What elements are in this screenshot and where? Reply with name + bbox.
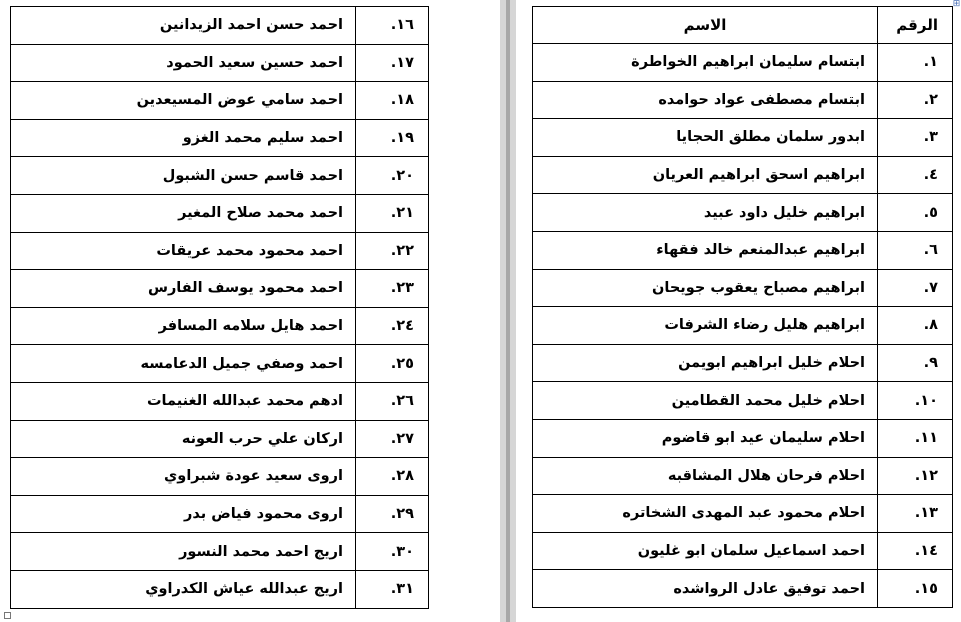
number-cell: ١١. (878, 419, 953, 457)
name-cell: احلام فرحان هلال المشاقبه (533, 457, 878, 495)
number-cell: ٦. (878, 231, 953, 269)
name-cell: احمد حسن احمد الزيدانين (11, 7, 356, 45)
name-cell: احمد هايل سلامه المسافر (11, 307, 356, 345)
right-table-body (533, 7, 953, 608)
table-row (533, 194, 953, 232)
number-cell: ٣. (878, 119, 953, 157)
number-cell: ٤. (878, 156, 953, 194)
number-cell: ١٠. (878, 382, 953, 420)
table-row (533, 495, 953, 533)
table-row (11, 345, 429, 383)
number-cell: ١٣. (878, 495, 953, 533)
header-number: الرقم (878, 7, 953, 44)
name-cell: اروى سعيد عودة شبراوي (11, 458, 356, 496)
number-cell: ١٢. (878, 457, 953, 495)
table-row (11, 119, 429, 157)
name-cell: احلام سليمان عيد ابو قاضوم (533, 419, 878, 457)
table-row (533, 532, 953, 570)
table-row (11, 270, 429, 308)
name-cell: احمد محمود يوسف الفارس (11, 270, 356, 308)
table-row (11, 82, 429, 120)
number-cell: ٢٦. (356, 382, 429, 420)
table-row (11, 458, 429, 496)
table-row (533, 570, 953, 608)
number-cell: ١٩. (356, 119, 429, 157)
table-row (533, 344, 953, 382)
table-row (11, 533, 429, 571)
name-cell: احمد قاسم حسن الشبول (11, 157, 356, 195)
left-table-body (11, 7, 429, 609)
number-cell: ٢٨. (356, 458, 429, 496)
name-cell: اركان علي حرب العونه (11, 420, 356, 458)
number-cell: ٥. (878, 194, 953, 232)
name-cell: ابراهيم عبدالمنعم خالد فقهاء (533, 231, 878, 269)
table-row (11, 307, 429, 345)
header-name: الاسم (533, 7, 878, 44)
name-cell: اروى محمود فياض بدر (11, 495, 356, 533)
name-cell: ابراهيم مصباح يعقوب جويحان (533, 269, 878, 307)
name-cell: احمد سليم محمد الغزو (11, 119, 356, 157)
name-cell: احمد توفيق عادل الرواشده (533, 570, 878, 608)
names-table-left (10, 6, 429, 609)
number-cell: ١٧. (356, 44, 429, 82)
name-cell: اريج عبدالله عياش الكدراوي (11, 570, 356, 608)
table-row (533, 269, 953, 307)
name-cell: ابتسام سليمان ابراهيم الخواطرة (533, 44, 878, 82)
gutter-edge (506, 0, 510, 622)
name-cell: ادهم محمد عبدالله الغنيمات (11, 382, 356, 420)
name-cell: احمد حسين سعيد الحمود (11, 44, 356, 82)
table-row (533, 419, 953, 457)
table-row (11, 232, 429, 270)
table-row (533, 156, 953, 194)
name-cell: ابتسام مصطفى عواد حوامده (533, 81, 878, 119)
name-cell: احمد محمود محمد عريقات (11, 232, 356, 270)
table-row (533, 457, 953, 495)
table-row (11, 7, 429, 45)
resize-icon[interactable]: ⊞ (952, 0, 961, 9)
number-cell: ٢٥. (356, 345, 429, 383)
number-cell: ٢٧. (356, 420, 429, 458)
number-cell: ٧. (878, 269, 953, 307)
table-row (11, 495, 429, 533)
table-row (11, 382, 429, 420)
name-cell: ابدور سلمان مطلق الحجايا (533, 119, 878, 157)
table-row (11, 44, 429, 82)
name-cell: احمد وصفي جميل الدعامسه (11, 345, 356, 383)
name-cell: ابراهيم هليل رضاء الشرفات (533, 307, 878, 345)
number-cell: ٢. (878, 81, 953, 119)
number-cell: ٩. (878, 344, 953, 382)
number-cell: ١. (878, 44, 953, 82)
table-row (11, 420, 429, 458)
table-row (11, 157, 429, 195)
name-cell: احمد اسماعيل سلمان ابو غليون (533, 532, 878, 570)
name-cell: احمد محمد صلاح المغير (11, 194, 356, 232)
number-cell: ٢٤. (356, 307, 429, 345)
table-row (11, 194, 429, 232)
number-cell: ٢٩. (356, 495, 429, 533)
number-cell: ٢٢. (356, 232, 429, 270)
number-cell: ٨. (878, 307, 953, 345)
page-gutter (500, 0, 516, 622)
number-cell: ٣١. (356, 570, 429, 608)
table-row (533, 231, 953, 269)
number-cell: ١٥. (878, 570, 953, 608)
name-cell: احلام محمود عبد المهدى الشخاتره (533, 495, 878, 533)
number-cell: ٢٣. (356, 270, 429, 308)
table-header-row (533, 7, 953, 44)
name-cell: اريج احمد محمد النسور (11, 533, 356, 571)
number-cell: ٣٠. (356, 533, 429, 571)
table-row (533, 307, 953, 345)
name-cell: احلام خليل محمد القطامين (533, 382, 878, 420)
table-row (533, 81, 953, 119)
corner-marker-icon (4, 612, 11, 619)
names-table-right (532, 6, 953, 608)
name-cell: ابراهيم اسحق ابراهيم العريان (533, 156, 878, 194)
number-cell: ١٤. (878, 532, 953, 570)
table-row (533, 119, 953, 157)
number-cell: ٢١. (356, 194, 429, 232)
name-cell: احلام خليل ابراهيم ابويمن (533, 344, 878, 382)
table-row (533, 44, 953, 82)
number-cell: ١٨. (356, 82, 429, 120)
number-cell: ٢٠. (356, 157, 429, 195)
table-row (533, 382, 953, 420)
name-cell: ابراهيم خليل داود عبيد (533, 194, 878, 232)
number-cell: ١٦. (356, 7, 429, 45)
table-row (11, 570, 429, 608)
name-cell: احمد سامي عوض المسيعدين (11, 82, 356, 120)
